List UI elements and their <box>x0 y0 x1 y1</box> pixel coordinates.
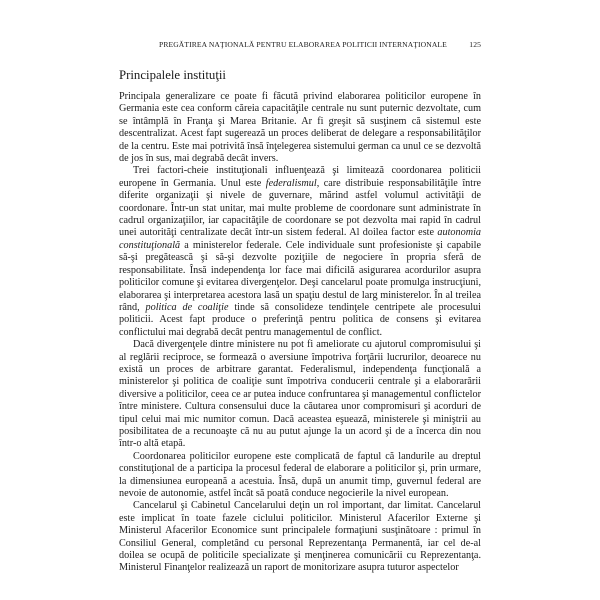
paragraph <box>119 451 481 501</box>
running-title: PREGĂTIREA NAŢIONALĂ PENTRU ELABORAREA POLITICII INTERNAŢIONALE <box>159 40 447 49</box>
body-text <box>119 91 481 575</box>
emphasized-term: politica de coaliţie <box>145 301 229 313</box>
section-title: Principalele instituţii <box>119 68 226 82</box>
paragraph <box>119 339 481 451</box>
paragraph-text: Cancelarul şi Cabinetul Cancelarului deţin un rol important, dar limitat. Cancelarul este implicat în toate fazele ciclului politicilor. Ministerul Afacerilor Externe şi Ministerul Afacerilor Economice sunt principalele formaţiuni susţinătoare : primul în Consiliul General, completând cu personal Reprezentanţa Permanentă, iar cel de-al doilea se ocupă de politicile specializate şi menţinerea comunicării cu Reprezentanţa. Ministerul Finanţelor realizează un raport de monitorizare asupra tuturor aspectelor <box>119 500 481 574</box>
paragraph-text: Coordonarea politicilor europene este complicată de faptul că landurile au dreptul constituţional de a participa la procesul federal de elaborare a politicilor şi, prin urmare, la dimensiunea europeană a acestuia. Însă, după un anumit timp, guvernul federal are nevoie de autonomie, astfel încât să poată conduce negocierile la nivel european. <box>119 450 481 499</box>
running-header <box>119 40 481 49</box>
paragraph <box>119 91 481 165</box>
paragraph-text: Trei factori-cheie instituţionali influenţează şi limitează coordonarea politicii europene în Germania. Unul este <box>119 165 481 189</box>
paragraph <box>119 500 481 574</box>
emphasized-term: federalismul <box>265 177 317 189</box>
paragraph-text: Dacă divergenţele dintre ministere nu pot fi ameliorate cu ajutorul compromisului şi al reglării reciproce, se formează o aversiune împotriva forţării lucrurilor, deoarece nu există un proces de arbitrare garantat. Federalismul, independenţa funcţională a ministerelor şi politica de coaliţie sunt împotriva conducerii centrale şi a elaborarării diversive a politicilor, ceea ce ar putea induce confruntarea şi managementul conflictelor între ministere. Cultura consensului duce la căutarea unor compromisuri şi acorduri de tipul celui mai mic numitor comun. Dacă aceastea eşuează, ministerele şi miniştrii au posibilitatea de a recunoaşte că nu au putut ajunge la un acord şi de a încerca din nou într-o altă etapă. <box>119 339 481 450</box>
paragraph <box>119 165 481 339</box>
paragraph-text: , care distribuie responsabilităţile între diferite organizaţii şi nivele de guvernare, mărind astfel volumul activităţii de coordonare. Într-un stat unitar, mai multe probleme de coordonare sunt administrate în cadrul organizaţiilor, iar capacităţile de coordonare se pot dezvolta mai rapid în cadrul unei autorităţi centralizate decât într-un sistem federal. Al doilea factor este <box>119 177 481 239</box>
emphasized-term: autonomia constituţională <box>119 227 481 251</box>
paragraph-text: Principala generalizare ce poate fi făcută privind elaborarea politicilor europene în Germania este cea conform căreia capacităţile centrale nu sunt puternic dezvoltate, cum se întâmplă în Franţa şi Marea Britanie. Ar fi greşit să susţinem că sistemul este descentralizat. Acest fapt sugerează un proces deliberat de delegare a responsabilităţilor de la centru. Este mai potrivită însă înţelegerea sistemului german ca unul ce se dezvoltă de jos în sus, mai degrabă decât invers. <box>119 91 481 165</box>
paragraph-text: tinde să consolideze tendinţele centripete ale procesului politicii. Acest fapt produce o preferinţă pentru politica de consens şi evitarea conflictului mai degrabă decât pentru managementul de conflict. <box>119 301 481 338</box>
paragraph-text: a ministerelor federale. Cele individuale sunt profesioniste şi capabile să-şi pregătească şi să-şi dezvolte poziţiile de negociere în propria sferă de responsabilitate. Însă independenţa lor face mai dificilă asigurarea acordurilor asupra politicilor comune şi evitarea divergenţelor. Deşi cancelarul poate promulga instrucţiuni, elaborarea şi interpretarea acestora lasă un spaţiu destul de larg ministerelor. În al treilea rând, <box>119 239 481 313</box>
page-number: 125 <box>469 40 481 49</box>
